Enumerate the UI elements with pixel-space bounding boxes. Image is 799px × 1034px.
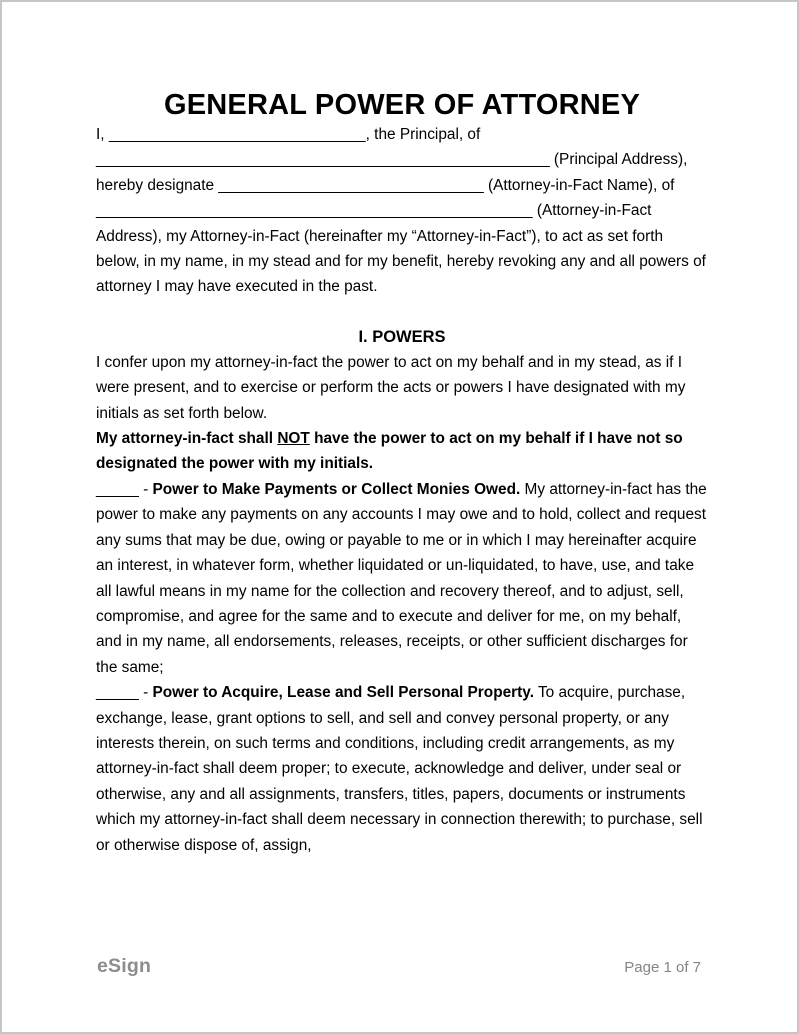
powers-note-post: have the power to act on my behalf if I have not so designated the power with my initials. bbox=[96, 430, 683, 473]
clause-payments-monies bbox=[96, 477, 708, 680]
attorney-address-blank: ___________________________________________________ bbox=[96, 202, 533, 220]
section-heading-powers: I. POWERS bbox=[358, 327, 446, 346]
clause-name: Power to Acquire, Lease and Sell Personal Property. bbox=[152, 684, 534, 702]
document-content bbox=[96, 2, 708, 858]
principal-name-blank: ______________________________ bbox=[108, 126, 366, 143]
intro-closing: (Attorney-in-Fact Address), my Attorney-in-Fact (hereinafter my “Attorney-in-Fact”), to act as set forth below, in my name, in my stead and for my benefit, hereby revoking any and all powers of attorney I may have executed in the past. bbox=[96, 202, 706, 296]
powers-intro-paragraph: I confer upon my attorney-in-fact the power to act on my behalf and in my stead, as if I were present, and to exercise or perform the acts or powers I have designated with my initials as set forth below. bbox=[96, 353, 686, 422]
clause-body: To acquire, purchase, exchange, lease, grant options to sell, and sell and convey personal property, or any interests therein, on such terms and conditions, including credit arrangements, as my attorney-in-fact shall deem proper; to execute, acknowledge and deliver, under seal or otherwise, any and all assignments, transfers, titles, papers, documents or instruments which my attorney-in-fact shall deem necessary in connection therewith; to purchase, sell or otherwise dispose of, assign, bbox=[96, 684, 703, 854]
clause-body: My attorney-in-fact has the power to make any payments on any accounts I may owe and to hold, collect and request any sums that may be due, owing or payable to me or in which I may hereinafter acquire an interest, in whatever form, whether liquidated or un-liquidated, to have, use, and take all lawful means in my name for the collection and recovery thereof, and to adjust, sell, compromise, and agree for the same and to execute and deliver for me, on my behalf, and in my name, all endorsements, releases, receipts, or other sufficient discharges for the same; bbox=[96, 480, 707, 676]
intro-after-name: , the Principal, of bbox=[365, 126, 481, 143]
clause-separator: - bbox=[138, 480, 153, 498]
clause-personal-property bbox=[96, 680, 708, 858]
esign-logo: eSign bbox=[97, 955, 152, 977]
intro-after-attorney-name: (Attorney-in-Fact Name), of bbox=[483, 176, 675, 194]
intro-lead: I, bbox=[96, 126, 109, 143]
initials-blank: _____ bbox=[96, 480, 139, 498]
powers-note-emphasis: NOT bbox=[277, 430, 310, 448]
document-title: GENERAL POWER OF ATTORNEY bbox=[163, 89, 640, 121]
intro-paragraph bbox=[96, 122, 708, 300]
attorney-name-blank: _______________________________ bbox=[218, 176, 484, 194]
page-footer bbox=[97, 955, 701, 978]
intro-after-address: (Principal Address), bbox=[549, 151, 688, 169]
powers-note-paragraph bbox=[96, 426, 708, 477]
clause-separator: - bbox=[138, 684, 153, 702]
initials-blank: _____ bbox=[96, 684, 139, 702]
powers-note-pre: My attorney-in-fact shall bbox=[96, 430, 278, 448]
clause-name: Power to Make Payments or Collect Monies Owed. bbox=[152, 480, 521, 498]
principal-address-blank: _____________________________________________________ bbox=[96, 151, 550, 169]
intro-designate-label: hereby designate bbox=[96, 176, 219, 194]
page-indicator: Page 1 of 7 bbox=[624, 959, 701, 976]
